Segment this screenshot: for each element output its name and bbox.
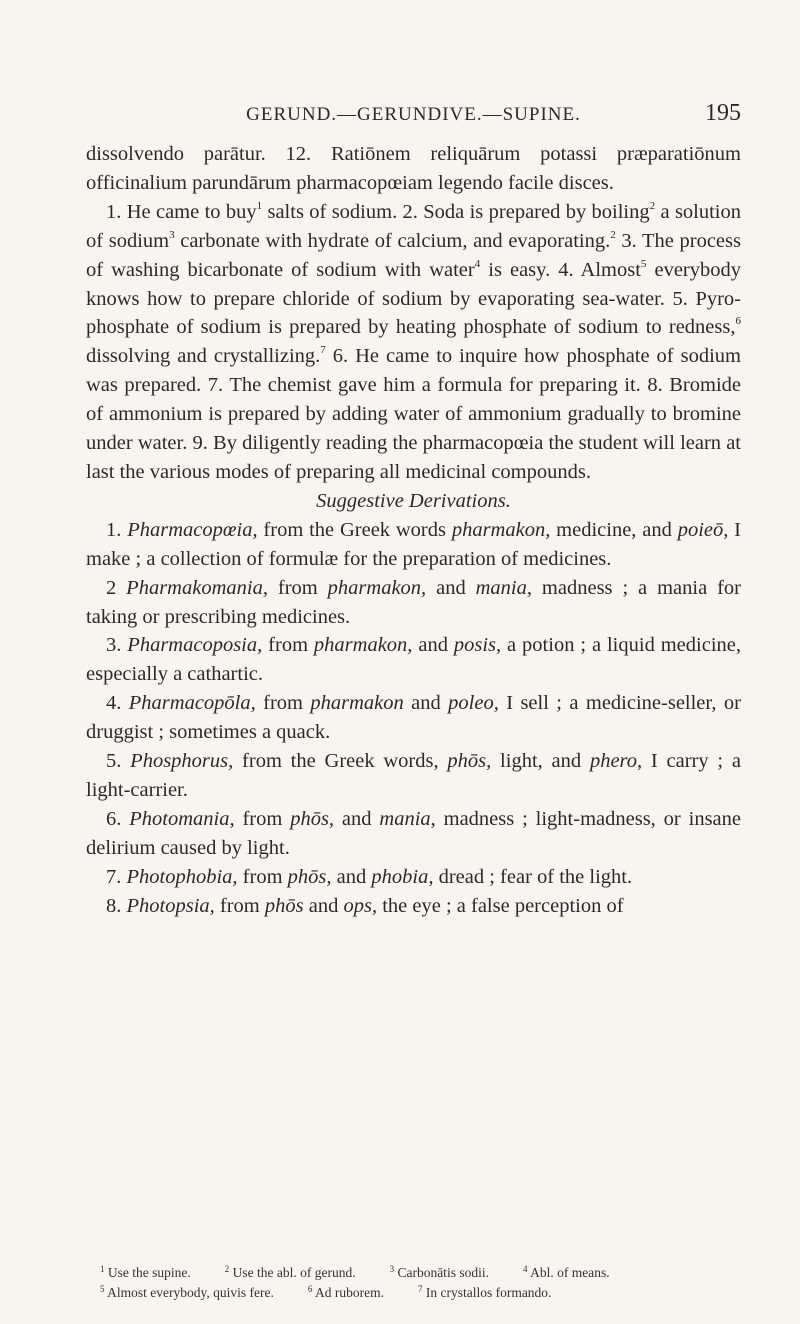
text-run: 7.: [106, 865, 127, 888]
footnote: [418, 1283, 551, 1303]
text-run: 3. The process of washing bicarbonate of sodium with water: [86, 229, 741, 281]
footnote-number: 5: [100, 1284, 105, 1294]
footnote: [100, 1283, 274, 1303]
derivation-item: [86, 747, 741, 805]
paragraph: [86, 140, 741, 198]
italic-term: poleo,: [448, 692, 499, 715]
derivation-item: [86, 689, 741, 747]
text-run: a solution of sodium: [86, 200, 742, 252]
text-run: medicine, and: [550, 518, 678, 541]
text-run: from the Greek words: [257, 518, 452, 541]
footnote: [225, 1263, 356, 1283]
exercise-paragraphs: [86, 140, 741, 487]
italic-term: pharmakon,: [451, 518, 551, 541]
derivation-item: [86, 805, 741, 863]
footnote-ref: 4: [474, 257, 481, 270]
footnote-text: Use the abl. of gerund.: [229, 1265, 356, 1280]
footnote-number: 3: [389, 1264, 395, 1274]
text-run: I carry ; a light-carrier.: [86, 750, 742, 801]
text-run: 1. He came to buy: [106, 200, 257, 223]
footnote-row: [100, 1283, 750, 1303]
text-run: 3.: [106, 634, 128, 657]
footnote-ref: 5: [640, 257, 647, 270]
text-run: from the Greek words,: [233, 750, 448, 773]
italic-term: phōs,: [447, 750, 492, 773]
text-run: and: [303, 894, 344, 917]
derivation-item: [86, 516, 741, 574]
italic-term: poieō,: [677, 518, 729, 541]
text-run: a potion ; a liquid medicine, especially a cathartic.: [86, 634, 741, 686]
italic-term: Photopsia,: [126, 894, 215, 917]
derivations-list: [86, 516, 741, 921]
text-run: I sell ; a medicine-seller, or druggist ; sometimes a quack.: [86, 692, 742, 744]
italic-term: phōs,: [287, 865, 332, 888]
italic-term: Phosphorus,: [130, 750, 234, 773]
text-run: 8.: [106, 894, 127, 917]
italic-term: phobia,: [371, 865, 434, 888]
italic-term: pharmakon,: [313, 634, 413, 657]
text-run: from: [255, 692, 311, 715]
text-run: madness ; light-madness, or insane delirium caused by light.: [86, 807, 741, 859]
text-run: and: [403, 692, 449, 715]
footnote-row: [100, 1263, 750, 1283]
text-run: I make ; a collection of formulæ for the preparation of medicines.: [86, 518, 742, 570]
derivation-item: [86, 863, 741, 892]
italic-term: Pharmacoposia,: [127, 634, 263, 657]
text-run: and: [334, 807, 380, 830]
text-run: 6.: [106, 807, 130, 830]
italic-term: phōs,: [290, 807, 335, 830]
footnote: [390, 1263, 489, 1283]
footnote-text: In crystallos formando.: [422, 1285, 552, 1300]
footnote: [308, 1283, 384, 1303]
footnote-text: Almost everybody, quivis fere.: [104, 1285, 274, 1300]
italic-term: Photophobia,: [126, 865, 238, 888]
footnote-number: 6: [307, 1284, 313, 1294]
text-run: salts of sodium. 2. Soda is prepared by boiling: [262, 200, 650, 223]
running-head: GERUND.—GERUNDIVE.—SUPINE.: [246, 104, 581, 125]
text-run: and: [412, 634, 454, 657]
section-title: Suggestive Derivations.: [316, 489, 511, 512]
footnote-ref: 2: [610, 228, 616, 241]
text-run: dread ; fear of the light.: [433, 865, 633, 888]
text-run: dissolving and crystallizing.: [86, 345, 321, 368]
text-run: and: [426, 576, 476, 599]
text-run: light, and: [491, 750, 590, 773]
derivation-item: [86, 574, 741, 632]
text-run: from: [262, 634, 314, 657]
italic-term: pharmakon,: [327, 576, 427, 599]
text-run: and: [331, 865, 372, 888]
footnote-ref: 7: [320, 344, 326, 357]
footnote: [100, 1263, 191, 1283]
footnote-number: 7: [417, 1284, 423, 1294]
footnotes: [100, 1263, 750, 1303]
text-run: dissolvendo parātur. 12. Ratiōnem reliquārum potassi præparatiōnum officinalium parundārum pharmacopœiam legendo facile disces.: [86, 143, 741, 194]
italic-term: phōs: [264, 894, 304, 917]
text-run: everybody knows how to prepare chloride of sodium by evaporating sea-water. 5. Pyrophosphate of sodium is prepared by heating phosphate of sodium to redness,: [86, 258, 741, 339]
text-run: from: [234, 807, 291, 830]
italic-term: Photomania,: [129, 807, 235, 830]
footnote-number: 4: [522, 1264, 528, 1274]
italic-term: mania,: [475, 576, 532, 599]
text-run: 2: [106, 576, 127, 599]
footnote-number: 2: [224, 1264, 230, 1274]
footnote-text: Use the supine.: [104, 1265, 191, 1280]
text-run: is easy. 4. Almost: [480, 258, 641, 281]
page-header: [86, 100, 741, 134]
italic-term: ops,: [343, 894, 378, 917]
text-run: the eye ; a false perception of: [377, 894, 624, 917]
text-run: 6. He came to inquire how phosphate of sodium was prepared. 7. The chemist gave him a formula for preparing it. 8. Bromide of ammonium is prepared by adding water of ammonium gradually to bromine under water. 9. By diligently reading the pharmacopœia the student will learn at last the various modes of preparing all medicinal compounds.: [86, 345, 741, 483]
footnote-text: Ad ruborem.: [312, 1285, 384, 1300]
derivation-item: [86, 631, 741, 689]
italic-term: posis,: [453, 634, 502, 657]
text-run: 1.: [106, 518, 128, 541]
footnote-ref: 1: [256, 199, 263, 212]
paragraph: [86, 198, 741, 487]
footnote: [523, 1263, 610, 1283]
italic-term: Pharmacopōla,: [128, 692, 256, 715]
body-text: [86, 140, 741, 920]
italic-term: Pharmakomania,: [126, 576, 268, 599]
footnote-ref: 3: [169, 228, 175, 241]
text-run: 4.: [106, 692, 129, 715]
italic-term: pharmakon: [310, 692, 404, 715]
italic-term: phero,: [589, 750, 643, 773]
italic-term: Pharmacopœia,: [127, 518, 258, 541]
text-run: from: [237, 865, 288, 888]
text-run: madness ; a mania for taking or prescribing medicines.: [86, 576, 741, 628]
footnote-number: 1: [100, 1264, 105, 1274]
footnote-ref: 2: [649, 199, 656, 212]
page-number: 195: [705, 100, 741, 126]
footnote-text: Carbonātis sodii.: [394, 1265, 489, 1280]
text-run: carbonate with hydrate of calcium, and evaporating.: [174, 229, 611, 252]
text-run: from: [267, 576, 328, 599]
footnote-text: Abl. of means.: [527, 1265, 610, 1280]
text-run: 5.: [106, 750, 131, 773]
text-run: from: [214, 894, 265, 917]
derivation-item: [86, 892, 741, 921]
footnote-ref: 6: [735, 315, 741, 328]
italic-term: mania,: [379, 807, 436, 830]
